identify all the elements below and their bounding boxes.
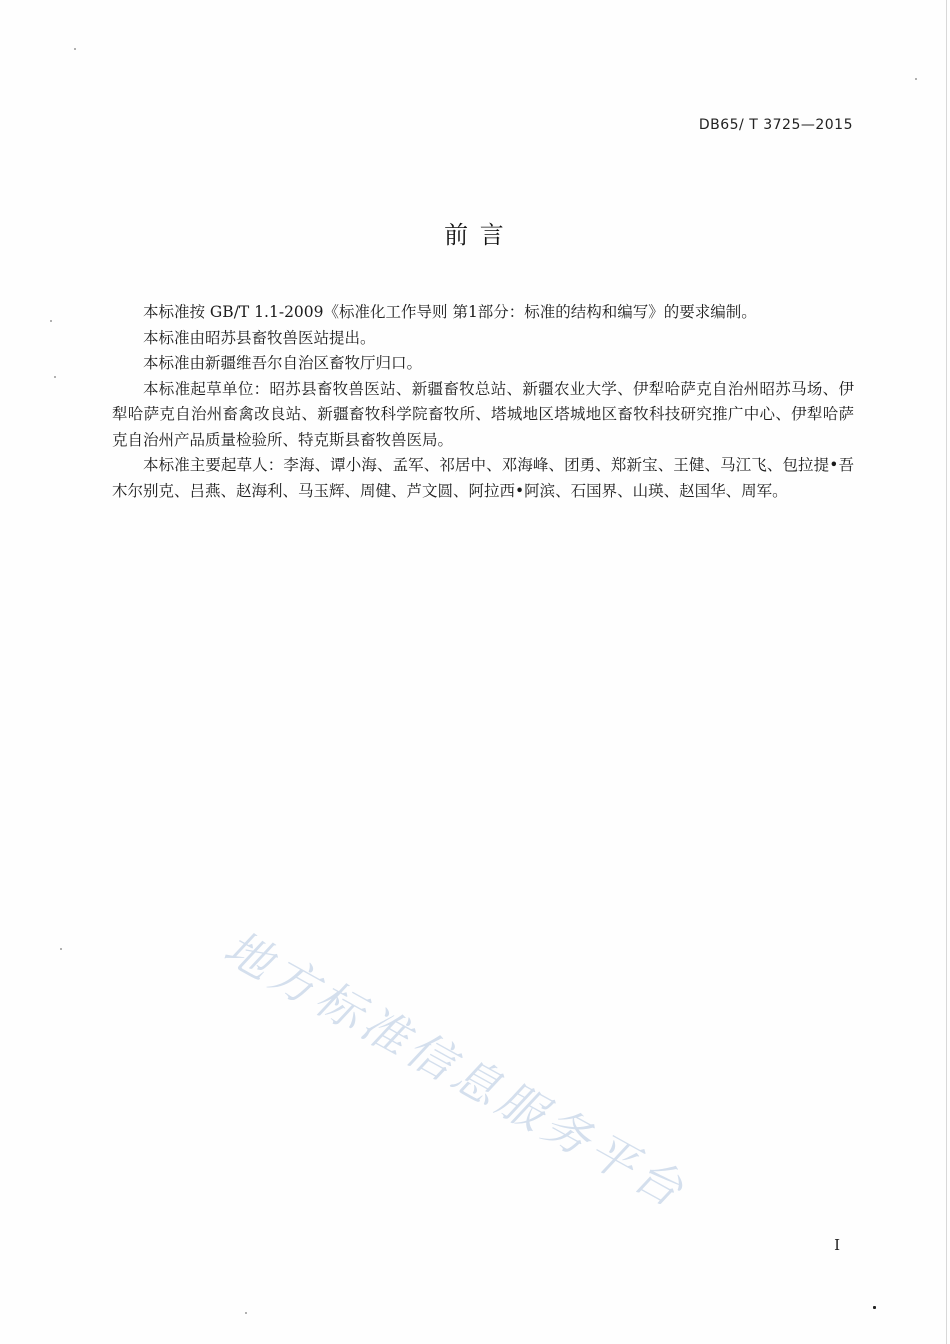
scan-speck bbox=[74, 48, 76, 50]
paragraph-drafting-units: 本标准起草单位：昭苏县畜牧兽医站、新疆畜牧总站、新疆农业大学、伊犁哈萨克自治州昭苏马场、伊犁哈萨克自治州畜禽改良站、新疆畜牧科学院畜牧所、塔城地区塔城地区畜牧科技研究推广中心、伊犁哈萨克自治州产品质量检验所、特克斯县畜牧兽医局。 bbox=[112, 379, 854, 449]
standard-code: DB65/ T 3725—2015 bbox=[698, 117, 853, 133]
page-edge bbox=[946, 0, 947, 1344]
paragraph-administrator: 本标准由新疆维吾尔自治区畜牧厅归口。 bbox=[143, 354, 423, 372]
scan-speck bbox=[60, 948, 62, 950]
page-number: I bbox=[834, 1236, 840, 1254]
paragraph-proposer: 本标准由昭苏县畜牧兽医站提出。 bbox=[143, 328, 376, 347]
paragraph-compilation: 本标准按 GB/T 1.1-2009《标准化工作导则 第1部分：标准的结构和编写》的要求编制。 bbox=[143, 303, 757, 321]
scan-speck bbox=[54, 376, 56, 378]
watermark: 地方标准信息服务平台 bbox=[215, 920, 697, 1220]
page-title: 前 言 bbox=[444, 221, 506, 249]
scan-speck bbox=[915, 78, 917, 80]
scan-speck bbox=[245, 1312, 247, 1314]
paragraph-drafters: 本标准主要起草人：李海、谭小海、孟军、祁居中、邓海峰、团勇、郑新宝、王健、马江飞、包拉提•吾木尔别克、吕燕、赵海利、马玉辉、周健、芦文圆、阿拉西•阿滨、石国界、山瑛、赵国华、周军。 bbox=[112, 456, 854, 500]
scan-speck bbox=[50, 320, 52, 322]
scan-speck bbox=[873, 1306, 876, 1309]
foreword-body bbox=[112, 300, 854, 504]
